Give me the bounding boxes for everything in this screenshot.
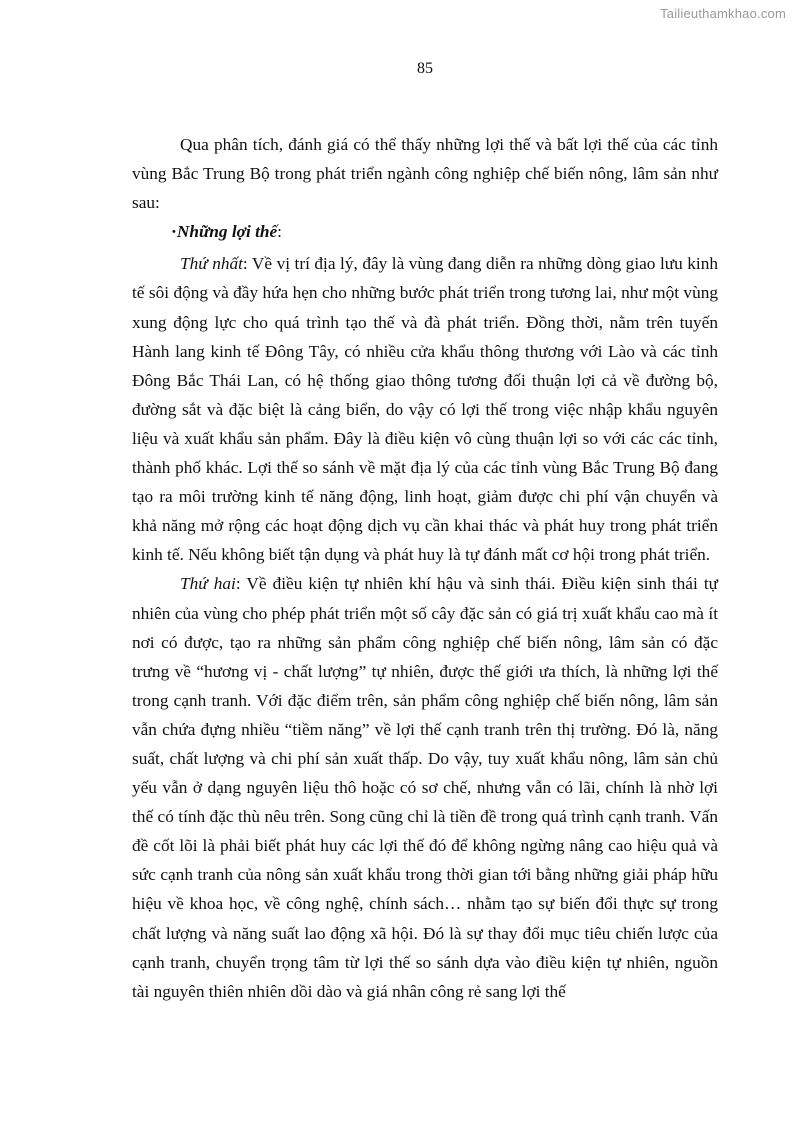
intro-paragraph: Qua phân tích, đánh giá có thể thấy những lợi thế và bất lợi thế của các tỉnh vùng Bắc Trung Bộ trong phát triển ngành công nghiệp chế biến nông, lâm sản như sau: [132, 135, 718, 213]
page-number: 85 [417, 60, 433, 77]
paragraph-second-text: : Về điều kiện tự nhiên khí hậu và sinh thái. Điều kiện sinh thái tự nhiên của vùng cho phép phát triển một số cây đặc sản có giá trị xuất khẩu cao mà ít nơi có được, tạo ra những sản phẩm công nghiệp chế biến nông, lâm sản có đặc trưng về “hương vị - chất lượng” tự nhiên, được thế giới ưa thích, là những lợi thế trong cạnh tranh. Với đặc điểm trên, sản phẩm công nghiệp chế biến nông, lâm sản vẫn chứa đựng nhiều “tiềm năng” về lợi thế cạnh tranh trên thị trường. Đó là, năng suất, chất lượng và chi phí sản xuất thấp. Do vậy, tuy xuất khẩu nông, lâm sản chủ yếu vẫn ở dạng nguyên liệu thô hoặc có sơ chế, nhưng vẫn có lãi, chính là nhờ lợi thế có tính đặc thù nêu trên. Song cũng chỉ là tiền đề trong quá trình cạnh tranh. Vấn đề cốt lõi là phải biết phát huy các lợi thế đó để không ngừng nâng cao hiệu quả và sức cạnh tranh của nông sản xuất khẩu trong thời gian tới bằng những giải pháp hữu hiệu về khoa học, về công nghệ, chính sách… nhằm tạo sự biến đổi thực sự trong chất lượng và năng suất lao động xã hội. Đó là sự thay đổi mục tiêu chiến lược của cạnh tranh, chuyển trọng tâm từ lợi thế so sánh dựa vào điều kiện tự nhiên, nguồn tài nguyên thiên nhiên dồi dào và giá nhân công rẻ sang lợi thế [132, 574, 718, 1001]
paragraph-second [132, 569, 718, 1005]
paragraph-first-lead: Thứ nhất [180, 254, 243, 274]
section-heading-colon: : [277, 222, 282, 242]
section-heading-title: Những lợi thế [176, 222, 278, 242]
bullet-icon: • [172, 226, 176, 239]
section-heading [132, 217, 718, 249]
paragraph-second-lead: Thứ hai [180, 574, 236, 594]
paragraph-first-text: : Về vị trí địa lý, đây là vùng đang diễn ra những dòng giao lưu kinh tế sôi động và đầy hứa hẹn cho những bước phát triển trong tương lai, như một vùng xung động lực cho quá trình tạo thế và đà phát triển. Đồng thời, nằm trên tuyến Hành lang kinh tế Đông Tây, có nhiều cửa khẩu thông thương với Lào và các tỉnh Đông Bắc Thái Lan, có hệ thống giao thông tương đối thuận lợi cả về đường bộ, đường sắt và đặc biệt là cảng biển, do vậy có lợi thế trong việc nhập khẩu nguyên liệu và xuất khẩu sản phẩm. Đây là điều kiện vô cùng thuận lợi so với các các tỉnh, thành phố khác. Lợi thế so sánh về mặt địa lý của các tỉnh vùng Bắc Trung Bộ đang tạo ra môi trường kinh tế năng động, linh hoạt, giảm được chi phí vận chuyển và khả năng mở rộng các hoạt động dịch vụ cần khai thác và phát huy trong phát triển kinh tế. Nếu không biết tận dụng và phát huy là tự đánh mất cơ hội trong phát triển. [132, 254, 718, 565]
watermark: Tailieuthamkhao.com [660, 6, 786, 21]
paragraph-first [132, 249, 718, 569]
document-body [132, 130, 718, 1006]
